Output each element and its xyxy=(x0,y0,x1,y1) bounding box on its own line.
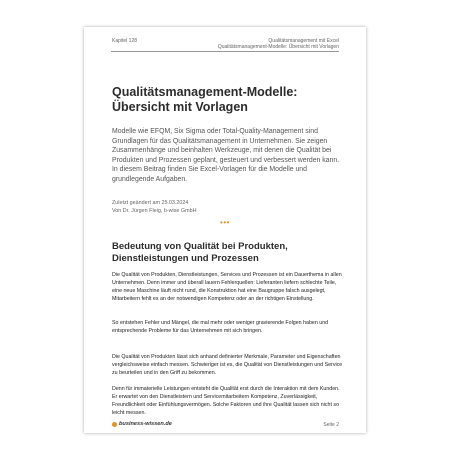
paragraph-4: Denn für immaterielle Leistungen entsteht die Qualität erst durch die Interaktion mit dem Kunden. Er erwartet von den Dienstleistern und Servicemitarbeitern Kompetenz, Zuverlässigkeit, Freundlichkeit oder Einfühlungsvermögen. Solche Faktoren und ihre Qualität lassen sich nicht so leicht messen. xyxy=(112,386,340,416)
running-header-line2: Qualitätsmanagement-Modelle: Übersicht mit Vorlagen xyxy=(217,44,339,50)
running-header-line1: Qualitätsmanagement mit Excel xyxy=(268,38,339,44)
paragraph-1: Die Qualität von Produkten, Dienstleistungen, Services und Prozessen ist ein Dauerthema in allen Unternehmen. Denn immer und überall lauern Fehlerquellen: Lieferanten liefern schlechte Teile, eine neue Maschine läuft nicht rund, die Konstruktion hat eine Baugruppe falsch ausgelegt, Mitarbeitern fehlt es an der notwendigen Kompetenz oder an der richtigen Einstellung. xyxy=(112,272,342,302)
document-page xyxy=(84,27,366,433)
author-line: Von Dr. Jürgen Fleig, b-wise GmbH xyxy=(112,208,197,214)
footer-logo[interactable] xyxy=(112,421,172,427)
running-header xyxy=(218,38,339,50)
last-updated: Zuletzt geändert am 25.03.2024 xyxy=(112,200,189,206)
paragraph-3: Die Qualität von Produkten lässt sich anhand definierter Merkmale, Parameter und Eigenschaften vergleichsweise einfach messen. Schwieriger ist es, die Qualität von Dienstleistungen und Service zu beurteilen und in den Griff zu bekommen. xyxy=(112,354,343,376)
section-separator: ••• xyxy=(220,218,230,227)
footer-logo-text: business-wissen.de xyxy=(119,421,172,427)
section-heading: Bedeutung von Qualität bei Produkten, Dienstleistungen und Prozessen xyxy=(112,241,288,264)
logo-dot-icon xyxy=(112,422,117,427)
chapter-label: Kapitel 128 xyxy=(112,38,138,44)
page-number: Seite 2 xyxy=(323,422,339,428)
intro-paragraph: Modelle wie EFQM, Six Sigma oder Total-Quality-Management sind Grundlagen für das Qualitätsmanagement in Unternehmen. Sie zeigen Zusammenhänge und beinhalten Werkzeuge, mit denen die Qualität bei Produkten und Prozessen geplant, gesteuert und verbessert werden kann. In diesem Beitrag finden Sie Excel-Vorlagen für die Modelle und grundlegende Aufgaben. xyxy=(112,128,340,183)
header-divider xyxy=(111,51,339,52)
page-title: Qualitätsmanagement-Modelle: Übersicht mit Vorlagen xyxy=(112,85,298,114)
paragraph-2: So entstehen Fehler und Mängel, die mal mehr oder weniger gravierende Folgen haben und entsprechende Probleme für das Unternehmen mit sich bringen. xyxy=(112,320,329,334)
